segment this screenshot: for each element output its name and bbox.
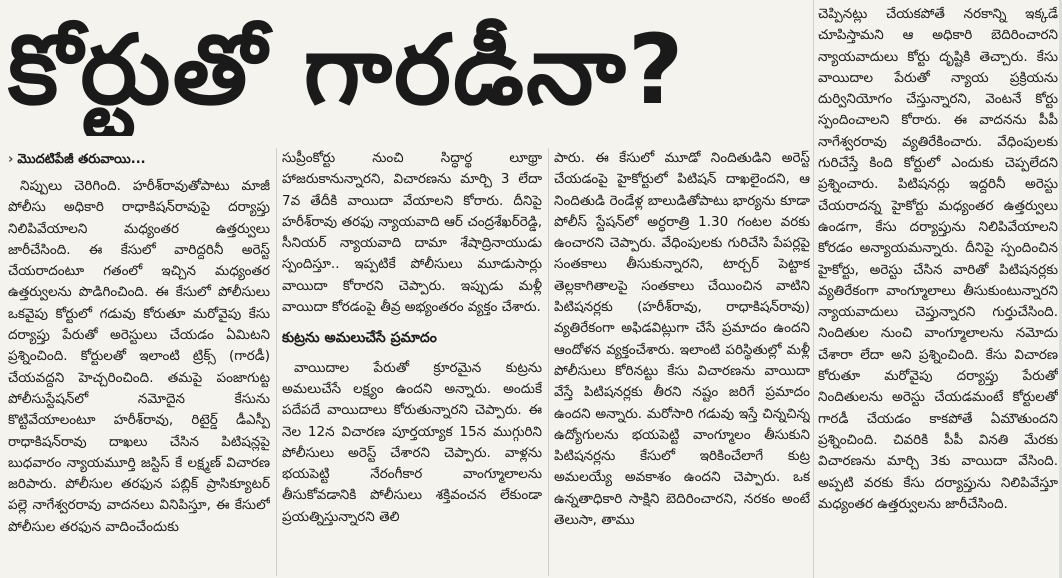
- kicker-text: మొదటిపేజీ తరువాయి...: [17, 152, 146, 167]
- paragraph: పారు. ఈ కేసులో మూడో నిందితుడిని అరెస్ట్‌ చేయడంపై హైకోర్టులో పిటిషన్‌ దాఖలైందని, ఆ నిందితుడి రెండేళ్ల బాలుడితోపాటు భార్యను కూడా పోలీస్‌ స్టేషన్‌లో అర్ధరాత్రి 1.30 గంటల వరకు ఉంచారని చెప్పారు. వేధింపులకు గురిచేసి పేపర్లపై సంతకాలు తీసుకున్నారని, టార్చర్‌ పెట్టాక తెల్లకాగితాలపై సంతకాలు చేయించిన వాటిని పిటిషనర్లకు (హరీశ్‌రావు, రాధాకిషన్‌రావు) వ్యతిరేకంగా అఫిడవిట్లుగా చేసే ప్రమాదం ఉందని ఆందోళన వ్యక్తంచేశారు. ఇలాంటి పరిస్థితుల్లో మళ్లీ పోలీసులు కోరినట్టు కేసు విచారణను వాయిదా వేస్తే పిటిషనర్లకు తీరని నష్టం జరిగే ప్రమాదం ఉందని అన్నారు. మరోసారి గడువు ఇస్తే చిన్నచిన్న ఉద్యోగులను భయపెట్టి వాంగ్మూలం తీసుకుని పిటిషనర్లను కేసులో ఇరికించేలాగే కుట్ర అమలయ్యే అవకాశం ఉందని చెప్పారు. ఒక ఉన్నతాధికారి సాక్షిని బెదిరించారని, నరకం అంటే తెలుసా, తాము: [554, 150, 810, 529]
- arrow-icon: ›: [8, 152, 14, 167]
- article-column-4: [818, 4, 1058, 576]
- headline: కోర్టుతో గారడీనా?: [8, 14, 686, 126]
- article-column-2: [282, 148, 542, 576]
- article-column-1: [8, 176, 270, 576]
- column-divider: [276, 148, 277, 576]
- paragraph: నిప్పులు చెరిగింది. హరీశ్‌రావుతోపాటు మాజీ పోలీసు అధికారి రాధాకిషన్‌రావుపై దర్యాప్తు నిలిపివేయాలని మధ్యంతర ఉత్తర్వులు జారీచేసింది. ఈ కేసులో వారిద్దరినీ అరెస్ట్‌ చేయరాదంటూ గతంలో ఇచ్చిన మధ్యంతర ఉత్తర్వులను పొడిగించింది. ఈ కేసులో పోలీసులు ఒకవైపు కోర్టులో గడువు కోరుతూ మరోవైపు కేసు దర్యాప్తు పేరుతో అరెస్టులు చేయడం ఏమిటని ప్రశ్నించింది. కోర్టులతో ఇలాంటి ట్రిక్స్‌ (గారడీ) చేయవద్దని హెచ్చరించింది. తమపై పంజాగుట్ట పోలీసుస్టేషన్‌లో నమోదైన కేసును కొట్టివేయాలంటూ హరీశ్‌రావు, రిటైర్డ్‌ డీఎస్పీ రాధాకిషన్‌రావు దాఖలు చేసిన పిటిషన్లపై బుధవారం న్యాయమూర్తి జస్టిస్‌ కే లక్ష్మణ్‌ విచారణ జరిపారు. పోలీసుల తరఫున పబ్లిక్‌ ప్రాసిక్యూటర్‌ పల్లె నాగేశ్వరరావు వాదనలు వినిపిస్తూ, ఈ కేసులో పోలీసుల తరఫున వాదించేందుకు: [8, 178, 270, 535]
- article-column-3: [554, 148, 810, 576]
- column-divider: [813, 0, 814, 578]
- paragraph: వాయిదాల పేరుతో క్రూరమైన కుట్రను అమలుచేసే లక్ష్యం ఉందని అన్నారు. అందుకే పదేపదే వాయిదాలు కోరుతున్నారని చెప్పారు. ఈ నెల 12న విచారణ పూర్తయ్యాక 15న ముగ్గురిని పోలీసులు అరెస్ట్‌ చేశారని చెప్పారు. వాళ్లను భయపెట్టి నేరంగీకార వాంగ్మూలాలను తీసుకోవడానికి పోలీసులు శక్తివంచన లేకుండా ప్రయత్నిస్తున్నారని తెలి: [282, 359, 542, 525]
- continued-from-front-page: [8, 150, 270, 170]
- column-divider: [548, 148, 549, 576]
- paragraph: చెప్పినట్లు చేయకపోతే నరకాన్ని ఇక్కడే చూపిస్తామని ఆ అధికారి బెదిరించారని న్యాయవాదులు కోర్టు దృష్టికి తెచ్చారు. కేసు వాయిదాల పేరుతో న్యాయ ప్రక్రియను దుర్వినియోగం చేస్తున్నారని, వెంటనే కోర్టు స్పందించాలని కోరారు. ఈ వాదనను పీపీ నాగేశ్వరరావు వ్యతిరేకించారు. వేధింపులకు గురిచేస్తే కింది కోర్టులో ఎందుకు చెప్పలేదని ప్రశ్నించారు. పిటిషనర్లు ఇద్దరినీ అరెస్టు చేయరాదన్న హైకోర్టు మధ్యంతర ఉత్తర్వులు ఉండగా, కేసు దర్యాప్తును నిలిపివేయాలని కోరడం అన్యాయమన్నారు. దీనిపై స్పందించిన హైకోర్టు, అరెస్టు చేసిన వారితో పిటిషనర్లకు వ్యతిరేకంగా వాంగ్మూలాలు తీసుకుంటున్నారని న్యాయవాదులు చెప్తున్నారని గుర్తుచేసింది. నిందితుల నుంచి వాంగ్మూలాలను నమోదు చేశారా లేదా అని ప్రశ్నించింది. కేసు విచారణ కోరుతూ మరోవైపు దర్యాప్తు పేరుతో నిందితులను అరెస్టు చేయడమంటే కోర్టులతో గారడీ చేయడం కాకపోతే ఏమౌతుందని ప్రశ్నించింది. చివరికి పీపీ వినతి మేరకు విచారణను మార్చి 3కు వాయిదా వేసింది. అప్పటి వరకు కేసు దర్యాప్తును నిలిపివేస్తూ మధ్యంతర ఉత్తర్వులను జారీచేసింది.: [818, 6, 1058, 512]
- paragraph: సుప్రీంకోర్టు నుంచి సిద్ధార్థ లూథ్రా హాజరుకానున్నారని, విచారణను మార్చి 3 లేదా 7వ తేదీకి వాయిదా వేయాలని కోరారు. దీనిపై హరీశ్‌రావు తరఫు న్యాయవాది ఆర్‌ చంద్రశేఖర్‌రెడ్డి, సీనియర్‌ న్యాయవాది దామా శేషాద్రినాయుడు స్పందిస్తూ.. ఇప్పటికే పోలీసులు మూడుసార్లు వాయిదా కోరారని చెప్పారు. ఇప్పుడు మళ్లీ వాయిదా కోరడంపై తీవ్ర అభ్యంతరం వ్యక్తం చేశారు.: [282, 150, 542, 316]
- subheading: కుట్రను అమలుచేసే ప్రమాదం: [282, 330, 437, 347]
